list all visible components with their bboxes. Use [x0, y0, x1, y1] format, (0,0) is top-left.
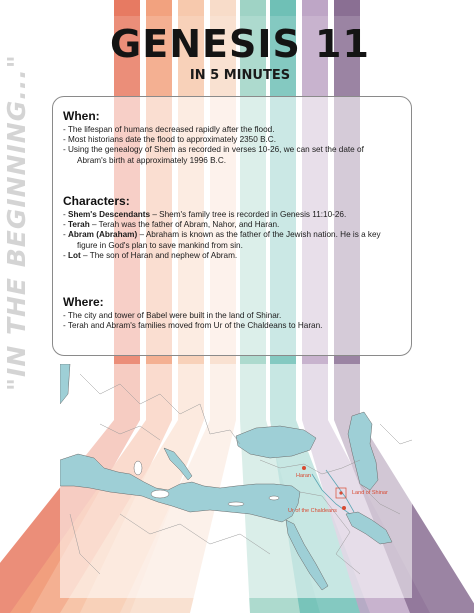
color-stripe-cap: [270, 0, 296, 16]
haran-label: Haran: [296, 473, 311, 479]
character-item: - Shem's Descendants – Shem's family tree is recorded in Genesis 11:10-26.: [63, 210, 347, 219]
ur-label: Ur of the Chaldeans: [288, 508, 337, 514]
middle-east-map: [60, 364, 412, 598]
character-item: - Terah – Terah was the father of Abram, Nahor, and Haran.: [63, 220, 280, 230]
color-stripe-cap: [210, 0, 236, 16]
where-item: - Terah and Abram's families moved from Ur of the Chaldeans to Haran.: [63, 321, 323, 331]
color-stripe-cap: [114, 0, 140, 16]
characters-section: [63, 194, 403, 261]
character-item: - Abram (Abraham) – Abraham is known as the father of the Jewish nation. He is a key figure in God's plan to save mankind from sin.: [63, 230, 381, 250]
color-stripe-cap: [178, 0, 204, 16]
character-item: - Lot – The son of Haran and nephew of Abram.: [63, 250, 238, 260]
where-item: - The city and tower of Babel were built in the land of Shinar.: [63, 311, 282, 320]
characters-heading: Characters:: [63, 194, 130, 208]
vertical-side-title: "IN THE BEGINNING...": [2, 54, 31, 391]
info-card: [52, 96, 412, 356]
when-item: - Most historians date the flood to approximately 2350 B.C.: [63, 135, 276, 145]
when-item: - The lifespan of humans decreased rapidly after the flood.: [63, 125, 275, 134]
when-section: [63, 109, 403, 166]
color-stripe-cap: [334, 0, 360, 16]
when-heading: When:: [63, 109, 100, 123]
page-title: GENESIS 11: [110, 22, 370, 66]
color-stripe-cap: [146, 0, 172, 16]
shinar-label: Land of Shinar: [352, 490, 388, 496]
color-stripe-cap: [302, 0, 328, 16]
where-heading: Where:: [63, 295, 104, 309]
page-subtitle: IN 5 MINUTES: [189, 68, 291, 83]
color-stripe-cap: [240, 0, 266, 16]
where-section: [63, 295, 403, 331]
when-item: - Using the genealogy of Shem as recorded in verses 10-26, we can set the date of Abram's birth at approximately 1996 B.C.: [63, 145, 364, 165]
